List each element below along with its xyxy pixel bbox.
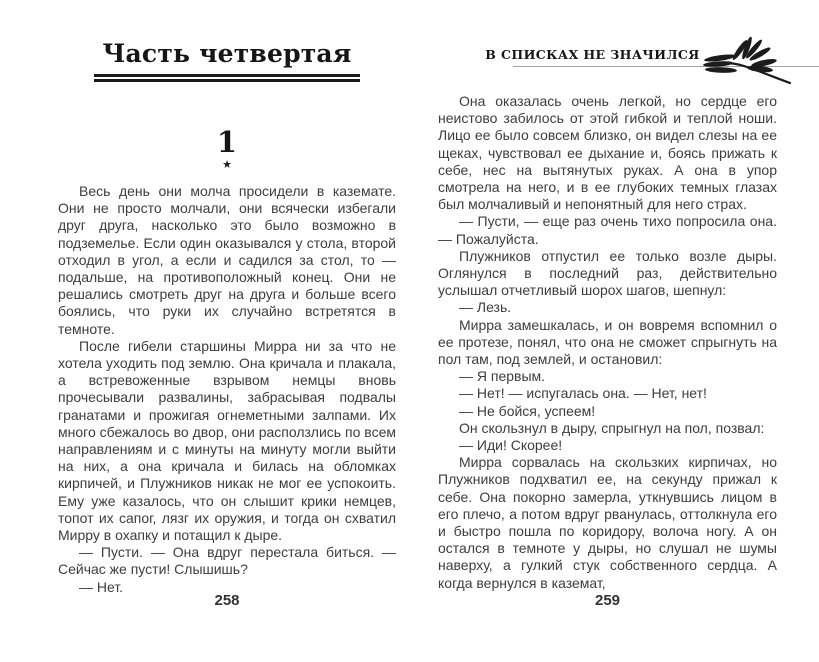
paragraph: — Нет. — [79, 578, 124, 595]
paragraph: Мирра замешкалась, и он вовремя вспомнил о ее протезе, понял, что она не сможет спрыгнуть на пол там, под землей, и остановил: — [438, 316, 777, 368]
chapter-star-icon: ★ — [222, 159, 232, 171]
paragraph: Плужников отпустил ее только возле дыры. Оглянулся в последний раз, действительно услышал отчетливый шорох шагов, шепнул: — [438, 247, 777, 299]
paragraph: После гибели старшины Мирра ни за что не хотела уходить под землю. Она кричала и плакала, а встревоженные взрывом немцы вновь прочесывали развалины, забрасывая подвалы гранатами и прожигая огнеметными залпами. Их много сбежалось во двор, они расползлись по всем направлениям и с минуты на минуту могли выйти на них, а она кричала и билась на обломках кирпичей, и Плужников никак не мог ее успокоить. Ему уже казалось, что он слышит крики немцев, топот их сапог, лязг их оружия, и тогда он схватил Мирру в охапку и потащил к дыре. — [58, 337, 396, 544]
page-number-left: 258 — [214, 592, 240, 609]
paragraph: — Не бойся, успеем! — [459, 402, 596, 419]
paragraph: — Нет! — испугалась она. — Нет, нет! — [459, 385, 707, 402]
paragraph: — Иди! Скорее! — [459, 437, 563, 454]
paragraph: Мирра сорвалась на скользких кирпичах, но Плужников подхватил ее, на секунду прижал к себе. Она покорно замерла, уткнувшись лицом в его плечо, а потом вдруг рванулась, оттолкнула его и быстро пошла по коридору, волоча ногу. А он остался в темноте у дыры, но слушал не шумы наверху, а гулкий стук собственного сердца. А когда вернулся в каземат, — [438, 454, 777, 591]
paragraph: Весь день они молча просидели в каземате. Они не просто молчали, они всячески избегали друг друга, насколько это было возможно в подземелье. Если один оказывался у стола, второй отходил в угол, а если и садился за стол, то — подальше, на противоположный конец. Они не решались смотреть друг на друга и больше всего боялись, что руки их случайно встретятся в темноте. — [58, 183, 396, 337]
part-header — [58, 40, 396, 82]
left-page — [58, 0, 396, 662]
running-title: В СПИСКАХ НЕ ЗНАЧИЛСЯ — [485, 47, 700, 62]
right-page-text — [438, 93, 777, 592]
paragraph: Он скользнул в дыру, спрыгнул на пол, позвал: — [459, 419, 765, 436]
page-number-right: 259 — [594, 592, 621, 609]
paragraph: — Я первым. — [459, 368, 546, 385]
laurel-branch-icon — [698, 36, 792, 86]
paragraph: Она оказалась очень легкой, но сердце его неистово забилось от этой гибкой и теплой ноши. Лицо ее было совсем близко, он видел слезы на ее щеках, чувствовал ее дыхание и, боясь прижать к себе, нес на вытянутых руках. А она в упор смотрела на него, и в ее глубоких темных глазах был молчаливый и непонятный для него страх. — [438, 93, 777, 213]
chapter-number: 1 — [216, 125, 238, 159]
part-title: Часть четвертая — [94, 40, 359, 82]
paragraph: — Пусти. — Она вдруг перестала биться. — Сейчас же пусти! Слышишь? — [58, 544, 396, 578]
paragraph: — Лезь. — [459, 299, 512, 316]
paragraph: — Пусти, — еще раз очень тихо попросила она. — Пожалуйста. — [438, 213, 777, 247]
right-page — [438, 0, 777, 662]
left-page-text — [58, 183, 396, 596]
